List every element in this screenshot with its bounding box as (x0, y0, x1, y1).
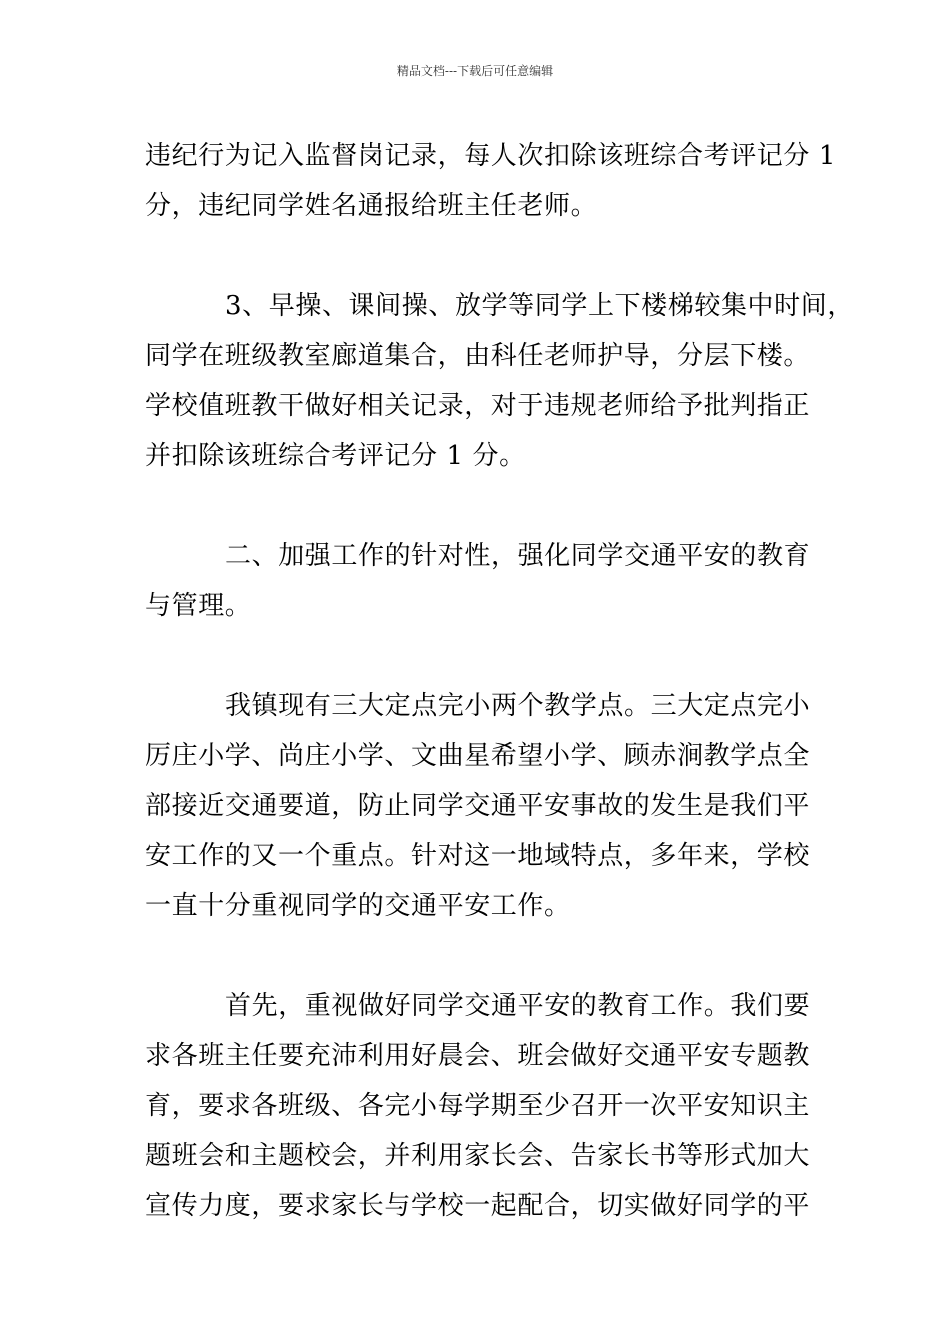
paragraph-line: 求各班主任要充沛利用好晨会、班会做好交通平安专题教 (145, 1041, 811, 1071)
paragraph-line: 育，要求各班级、各完小每学期至少召开一次平安知识主 (145, 1091, 811, 1121)
paragraph-line: 违纪行为记入监督岗记录，每人次扣除该班综合考评记分 1 (145, 141, 837, 171)
paragraph-line: 与管理。 (145, 591, 252, 621)
paragraph-gap (145, 931, 815, 981)
paragraph-line: 安工作的又一个重点。针对这一地域特点，多年来，学校 (145, 841, 811, 871)
paragraph-4 (145, 681, 815, 931)
paragraph-line: 我镇现有三大定点完小两个教学点。三大定点完小 (225, 691, 811, 721)
paragraph-gap (145, 631, 815, 681)
paragraph-line: 首先，重视做好同学交通平安的教育工作。我们要 (225, 991, 811, 1021)
paragraph-line: 学校值班教干做好相关记录，对于违规老师给予批判指正 (145, 391, 811, 421)
paragraph-3 (145, 531, 815, 631)
paragraph-1 (145, 131, 837, 231)
paragraph-line: 分，违纪同学姓名通报给班主任老师。 (145, 191, 598, 221)
paragraph-line: 宣传力度，要求家长与学校一起配合，切实做好同学的平 (145, 1191, 811, 1221)
paragraph-gap (145, 481, 815, 531)
paragraph-gap (145, 231, 815, 281)
paragraph-5 (145, 981, 815, 1231)
paragraph-line: 同学在班级教室廊道集合，由科任老师护导，分层下楼。 (145, 341, 811, 371)
paragraph-line: 题班会和主题校会，并利用家长会、告家长书等形式加大 (145, 1141, 811, 1171)
paragraph-line: 厉庄小学、尚庄小学、文曲星希望小学、顾赤涧教学点全 (145, 741, 811, 771)
paragraph-line: 部接近交通要道，防止同学交通平安事故的发生是我们平 (145, 791, 811, 821)
paragraph-2 (145, 281, 854, 481)
paragraph-line: 一直十分重视同学的交通平安工作。 (145, 891, 571, 921)
paragraph-line: 并扣除该班综合考评记分 1 分。 (145, 441, 526, 471)
paragraph-line: 3、早操、课间操、放学等同学上下楼梯较集中时间， (225, 291, 854, 321)
document-body (145, 131, 854, 1231)
page-header: 精品文档---下载后可任意编辑 (396, 64, 554, 78)
paragraph-line: 二、加强工作的针对性，强化同学交通平安的教育 (225, 541, 811, 571)
